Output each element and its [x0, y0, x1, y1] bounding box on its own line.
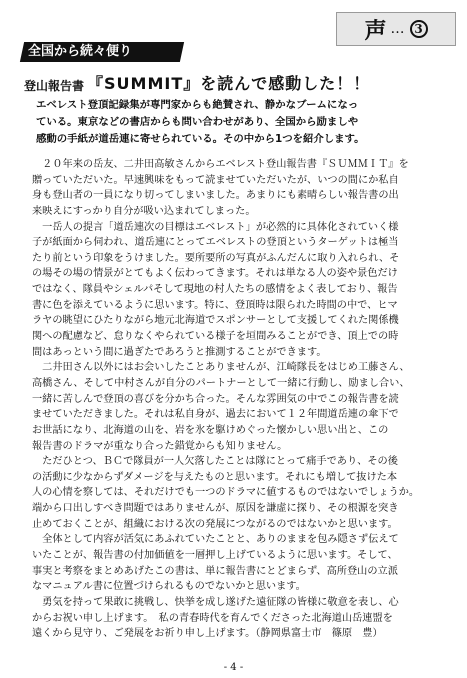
body-line: ラヤの眺望にひたりながら地元北海道でスポンサーとして支援してくれた関係機 — [32, 315, 399, 327]
body-line: ではなく、隊員やシェルパそして現地の村人たちの感情をよく表しており、報告 — [32, 284, 398, 296]
body-line: なマニュアル書に位置づけられるものでないかと思います。 — [32, 581, 306, 593]
body-line: お世話になり、北海道の山を、岩を氷を駆けめぐった懐かしい思い出と、この — [32, 424, 389, 436]
body-line: 間はあっという間に過ぎたであろうと推測することができます。 — [32, 346, 327, 358]
body-line: 二井田さん以外にはお会いしたことありませんが、江崎隊長をはじめ工藤さん、 — [32, 362, 410, 374]
body-line: 書に色を添えているように思います。特に、登頂時は限られた時間の中で、ヒマ — [32, 299, 398, 311]
article-headline — [24, 66, 454, 94]
section-header-box — [336, 12, 456, 46]
body-line: たり前という印象をうけました。要所要所の写真がふんだんに取り入れられ、そ — [32, 252, 400, 264]
body-line: 全体として内容が活気にあふれていたことと、ありのままを包み隠さず伝えて — [32, 534, 399, 546]
body-line: 一緒に苦しんで登頂の喜びを分かち合った。そんな雰囲気の中でこの報告書を読 — [32, 393, 399, 405]
body-line: 端から口出しすべき問題ではありませんが、原因を謙虚に探り、その根源を突き — [32, 503, 399, 515]
section-number-badge: 3 — [410, 20, 428, 38]
body-line: ませていただきました。それは私自身が、過去において１２年間道岳連の傘下で — [32, 409, 399, 421]
body-line: 勇気を持って果敢に挑戦し、快挙を成し遂げた遠征隊の皆様に敬意を表し、心 — [32, 596, 399, 608]
body-line: 報告書のドラマが重なり合った錯覚からも知りません。 — [32, 440, 288, 452]
body-line: 遠くから見守り、ご発展をお祈り申し上げます。（静岡県富士市 篠原 豊） — [32, 628, 383, 640]
body-line: ただひとつ、ＢＣで隊員が一人欠落したことは隊にとって痛手であり、その後 — [32, 456, 398, 468]
section-dots: … — [390, 21, 406, 37]
body-line: 人の心情を察しては、それだけでも一つのドラマに値するものではないでしょうか。 — [32, 487, 420, 499]
body-line: 止めておくことが、組織における次の発展につながるのではないかと思います。 — [32, 518, 398, 530]
article-body — [32, 157, 452, 642]
page-number: - 4 - — [223, 662, 244, 673]
body-line: 子が紙面から伺われ、道岳連にとってエベレストの登頂というターゲットは極当 — [32, 237, 399, 249]
lead-line: エベレスト登頂記録集が専門家からも絶賛され、静かなブームになっ — [36, 99, 359, 111]
body-line: の場その場の情景がとてもよく伝わってきます。それは単なる人の姿や景色だけ — [32, 268, 398, 280]
body-line: 事実と考察をまとめあげたこの書は、単に報告書にとどまらず、高所登山の立派 — [32, 565, 398, 577]
body-line: の活動に少なからずダメージを与えたものと思います。それにも増して抜けた本 — [32, 471, 398, 483]
body-line: 来映えにすっかり自分が吸い込まれてしまった。 — [32, 205, 256, 217]
category-banner-label: 全国から続々便り — [28, 44, 133, 59]
body-line: 高橋さん、そして中村さんが自分のパートナーとして一緒に行動し、励まし合い、 — [32, 377, 410, 389]
lead-line: 感動の手紙が道岳連に寄せられている。その中から1つを紹介します。 — [36, 133, 365, 145]
body-line: 贈っていただいた。早速興味をもって読ませていただいたが、いつの間にか私自 — [32, 174, 399, 186]
headline-title: 『SUMMIT』を読んで感動した！！ — [87, 74, 371, 93]
category-banner — [20, 42, 184, 62]
lead-paragraph — [36, 97, 448, 148]
body-line: 身も登山者の一員になり切ってしまいました。あまりにも素晴らしい報告書の出 — [32, 190, 399, 202]
section-title: 声 — [364, 17, 387, 44]
body-line: いたことが、報告書の付加価値を一層押し上げているように思います。そして、 — [32, 550, 398, 562]
body-line: 一岳人の提言「道岳連次の目標はエベレスト」が必然的に具体化されていく様 — [32, 221, 399, 233]
headline-kicker: 登山報告書 — [24, 79, 85, 93]
body-line: からお祝い申し上げます。 私の青春時代を育んでくださった北海道山岳連盟を — [32, 612, 393, 624]
lead-line: ている。東京などの書店からも問い合わせがあり、全国から励ましや — [36, 116, 359, 128]
body-line: 関への配慮など、怠りなくやられている様子を垣間みることができ、頂上での時 — [32, 331, 399, 343]
body-line: ２０年来の岳友、二井田高敏さんからエベレスト登山報告書『ＳＵＭＭＩＴ』を — [32, 159, 409, 170]
